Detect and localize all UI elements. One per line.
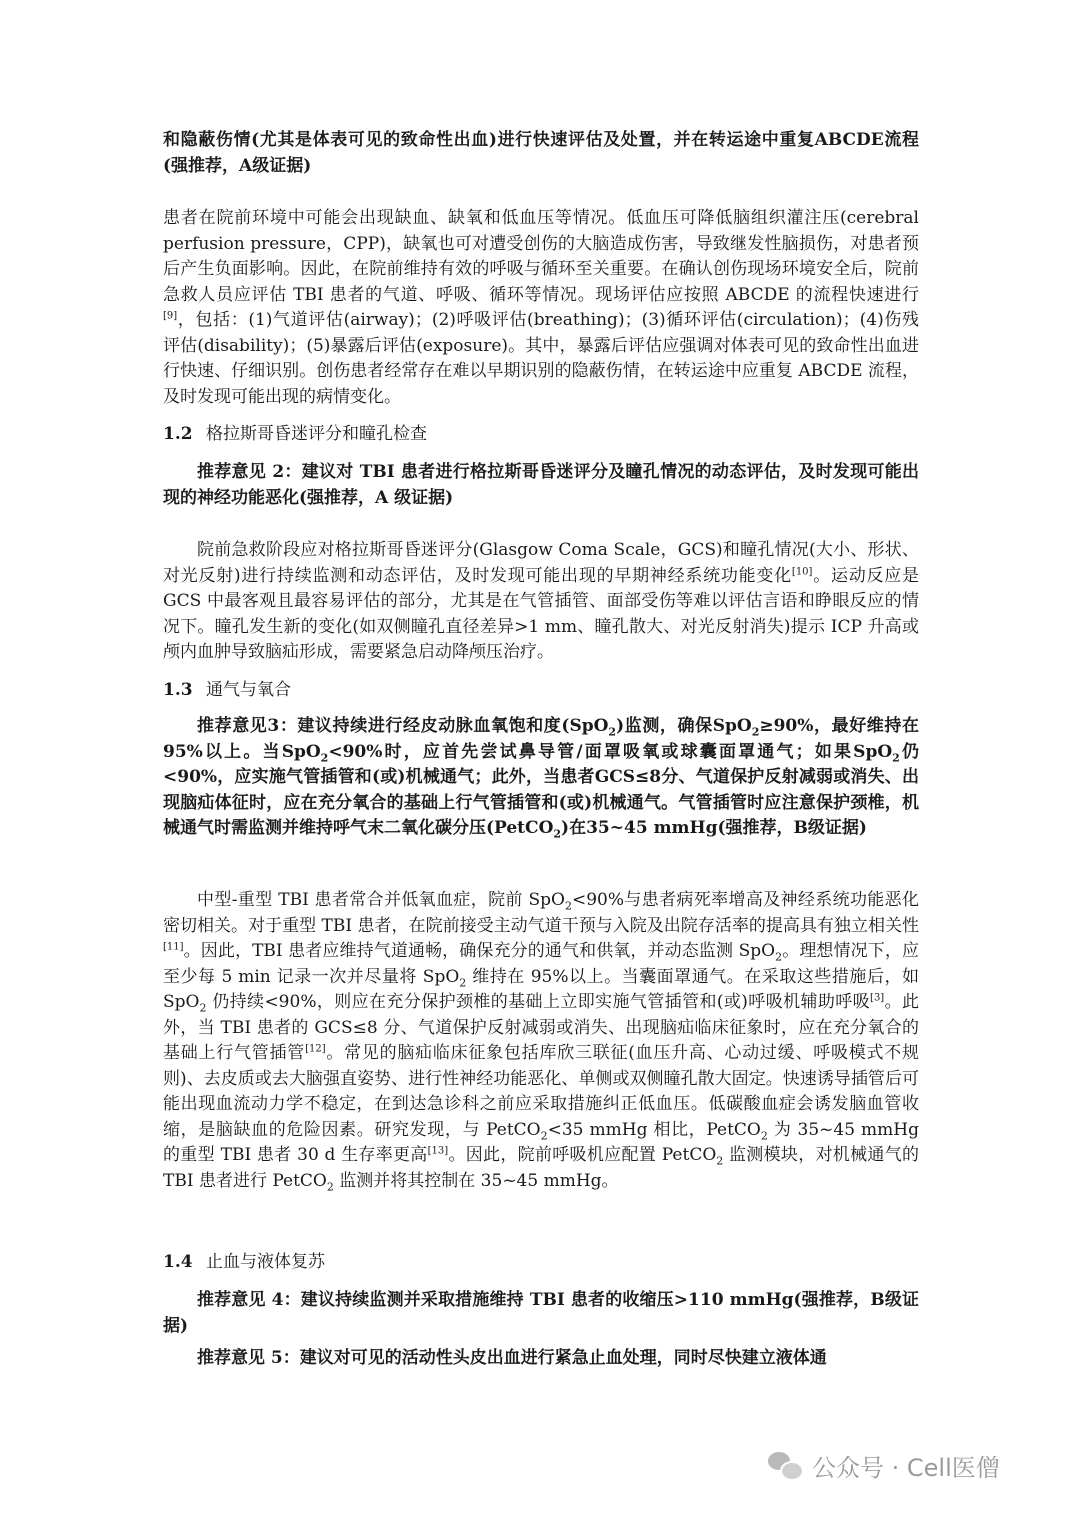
citation[interactable]: [12] xyxy=(305,1043,326,1055)
citation[interactable]: [9] xyxy=(163,310,178,322)
wechat-watermark xyxy=(768,1448,1000,1483)
recommendation-4: 推荐意见 4：建议持续监测并采取措施维持 TBI 患者的收缩压>110 mmHg(强推荐，B级证据) xyxy=(163,1290,919,1336)
citation[interactable]: [11] xyxy=(163,941,184,953)
watermark-text: 公众号 · Cell医僧 xyxy=(812,1454,1000,1482)
citation[interactable]: [13] xyxy=(427,1145,449,1157)
section-title: 通气与氧合 xyxy=(206,680,291,700)
section-heading-1-3 xyxy=(163,678,291,704)
wechat-icon xyxy=(768,1452,802,1480)
recommendation-5: 推荐意见 5：建议对可见的活动性头皮出血进行紧急止血处理，同时尽快建立液体通 xyxy=(197,1348,827,1368)
paragraph-gcs-pupil: 院前急救阶段应对格拉斯哥昏迷评分(Glasgow Coma Scale，GCS)和瞳孔情况(大小、形状、对光反射)进行持续监测和动态评估，及时发现可能出现的早期神经系统功能变化[10]。运动反应是 GCS 中最客观且最容易评估的部分，尤其是在气管插管、面部受伤等难以评估言语和睁眼反应的情况下。瞳孔发生新的变化(如双侧瞳孔直径差异>1 mm、瞳孔散大、对光反射消失)提示 ICP 升高或颅内血肿导致脑疝形成，需要紧急启动降颅压治疗。 xyxy=(163,540,919,662)
section-number: 1.4 xyxy=(163,1252,193,1272)
citation[interactable]: [10] xyxy=(791,565,813,577)
citation[interactable]: [3] xyxy=(870,992,885,1004)
section-number: 1.3 xyxy=(163,680,193,700)
recommendation-2: 推荐意见 2：建议对 TBI 患者进行格拉斯哥昏迷评分及瞳孔情况的动态评估，及时发现可能出现的神经功能恶化(强推荐，A 级证据) xyxy=(163,462,919,508)
section-title: 格拉斯哥昏迷评分和瞳孔检查 xyxy=(206,424,427,444)
section-title: 止血与液体复苏 xyxy=(206,1252,325,1272)
section-number: 1.2 xyxy=(163,424,193,444)
recommendation-1-tail: 和隐蔽伤情(尤其是体表可见的致命性出血)进行快速评估及处置，并在转运途中重复ABCDE流程(强推荐，A级证据) xyxy=(163,130,919,176)
recommendation-3: 推荐意见3：建议持续进行经皮动脉血氧饱和度(SpO$_2$)监测，确保SpO$_2$≥90%，最好维持在95%以上。当SpO$_2$<90%时，应首先尝试鼻导管/面罩吸氧或球囊面罩通气；如果SpO$_2$仍<90%，应实施气管插管和(或)机械通气；此外，当患者GCS≤8分、气道保护反射减弱或消失、出现脑疝体征时，应在充分氧合的基础上行气管插管和(或)机械通气。气管插管时应注意保护颈椎，机械通气时需监测并维持呼气末二氧化碳分压(PetCO$_2$)在35~45 mmHg(强推荐，B级证据) xyxy=(163,716,919,841)
paragraph-prehospital-assessment: 患者在院前环境中可能会出现缺血、缺氧和低血压等情况。低血压可降低脑组织灌注压(cerebral perfusion pressure，CPP)，缺氧也可对遭受创伤的大脑造成伤害，导致继发性脑损伤，对患者预后产生负面影响。因此，在院前维持有效的呼吸与循环至关重要。在确认创伤现场环境安全后，院前急救人员应评估 TBI 患者的气道、呼吸、循环等情况。现场评估应按照 ABCDE 的流程快速进行[9]，包括：(1)气道评估(airway)；(2)呼吸评估(breathing)；(3)循环评估(circulation)；(4)伤残评估(disability)；(5)暴露后评估(exposure)。其中，暴露后评估应强调对体表可见的致命性出血进行快速、仔细识别。创伤患者经常存在难以早期识别的隐蔽伤情，在转运途中应重复 ABCDE 流程，及时发现可能出现的病情变化。 xyxy=(163,208,919,407)
section-heading-1-2 xyxy=(163,422,427,448)
section-heading-1-4 xyxy=(163,1250,325,1276)
paragraph-ventilation-oxygenation: 中型-重型 TBI 患者常合并低氧血症，院前 SpO$_2$<90%与患者病死率增高及神经系统功能恶化密切相关。对于重型 TBI 患者，在院前接受主动气道干预与入院及出院存活率的提高具有独立相关性[11]。因此，TBI 患者应维持气道通畅，确保充分的通气和供氧，并动态监测 SpO$_2$。理想情况下，应至少每 5 min 记录一次并尽量将 SpO$_2$ 维持在 95%以上。当囊面罩通气。在采取这些措施后，如 SpO$_2$ 仍持续<90%，则应在充分保护颈椎的基础上立即实施气管插管和(或)呼吸机辅助呼吸[3]。此外，当 TBI 患者的 GCS≤8 分、气道保护反射减弱或消失、出现脑疝临床征象时，应在充分氧合的基础上行气管插管[12]。常见的脑疝临床征象包括库欣三联征(血压升高、心动过缓、呼吸模式不规则)、去皮质或去大脑强直姿势、进行性神经功能恶化、单侧或双侧瞳孔散大固定。快速诱导插管后可能出现血流动力学不稳定，在到达急诊科之前应采取措施纠正低血压。低碳酸血症会诱发脑血管收缩，是脑缺血的危险因素。研究发现，与 PetCO$_2$<35 mmHg 相比，PetCO$_2$ 为 35~45 mmHg 的重型 TBI 患者 30 d 生存率更高[13]。因此，院前呼吸机应配置 PetCO$_2$ 监测模块，对机械通气的 TBI 患者进行 PetCO$_2$ 监测并将其控制在 35~45 mmHg。 xyxy=(163,890,920,1193)
